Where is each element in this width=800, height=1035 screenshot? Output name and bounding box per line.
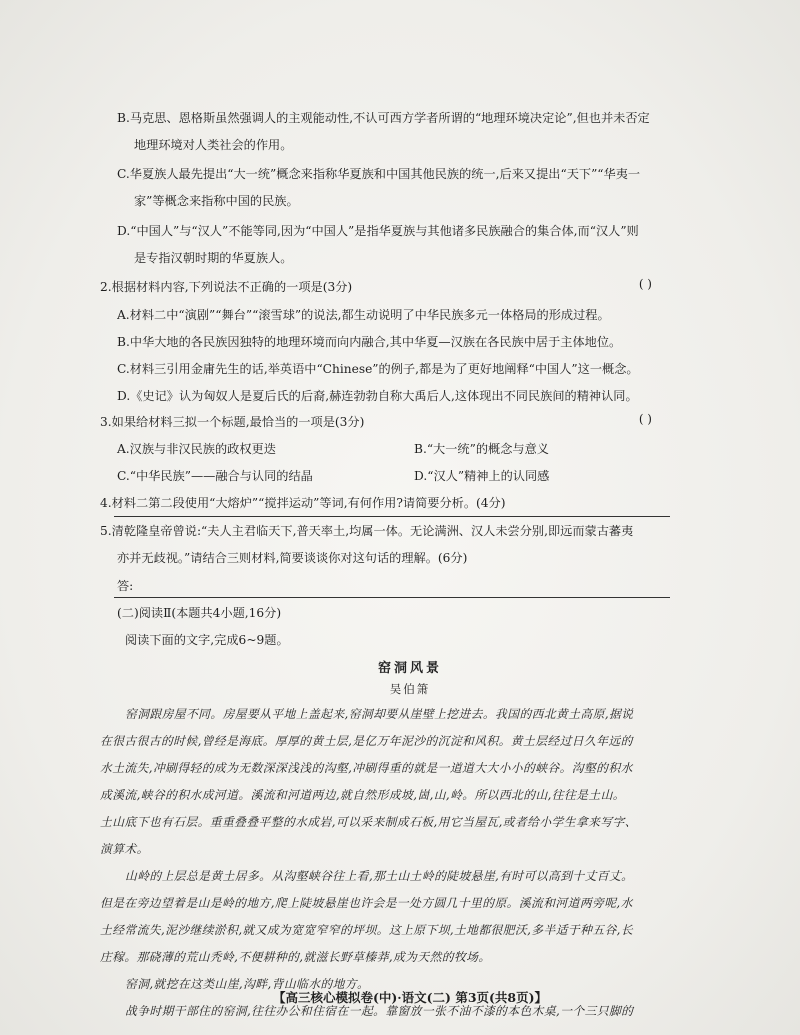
question-4: 4.材料二第二段使用“大熔炉”“搅拌运动”等词,有何作用?请简要分析。(4分) (100, 496, 506, 510)
option-b-line-1: B.马克思、恩格斯虽然强调人的主观能动性,不认可西方学者所谓的“地理环境决定论”,但也并未否定 (117, 111, 650, 125)
para-1-line-1: 窑洞跟房屋不同。房屋要从平地上盖起来,窑洞却要从崖壁上挖进去。我国的西北黄土高原,据说 (125, 707, 634, 721)
answer-line-q4 (114, 516, 670, 517)
option-d-line-1: D.“中国人”与“汉人”不能等同,因为“中国人”是指华夏族与其他诸多民族融合的集合体,而“汉人”则 (117, 224, 639, 238)
section-2-heading: (二)阅读Ⅱ(本题共4小题,16分) (117, 606, 282, 620)
para-1-line-5: 土山底下也有石层。重重叠叠平整的水成岩,可以采来制成石板,用它当屋瓦,或者给小学生拿来写字、 (100, 815, 637, 829)
para-3: 窑洞,就挖在这类山崖,沟畔,背山临水的地方。 (125, 977, 370, 991)
question-3 (100, 412, 720, 432)
question-5-line-1: 5.清乾隆皇帝曾说:“夫人主君临天下,普天率土,均属一体。无论满洲、汉人未尝分别,即远而蒙古蕃夷 (100, 524, 634, 538)
option-d-line-2: 是专指汉朝时期的华夏族人。 (134, 251, 293, 265)
article-title: 窑洞风景 (377, 661, 442, 676)
q2-option-d: D.《史记》认为匈奴人是夏后氏的后裔,赫连勃勃自称大禹后人,这体现出不同民族间的精神认同。 (117, 389, 638, 403)
answer-label: 答: (117, 579, 134, 593)
para-2-line-4: 庄稼。那硗薄的荒山秃岭,不便耕种的,就滋长野草榛莽,成为天然的牧场。 (100, 950, 491, 964)
answer-paren-q3: ( ) (638, 412, 652, 426)
article-author: 吴伯箫 (389, 682, 431, 696)
para-2-line-3: 土经常流失,泥沙继续淤积,就又成为宽宽窄窄的坪坝。这上原下坝,土地都很肥沃,多半适于种五谷,长 (100, 923, 634, 937)
q3-option-d: D.“汉人”精神上的认同感 (414, 469, 550, 483)
answer-line-q5 (114, 597, 670, 598)
para-1-line-3: 水土流失,冲刷得轻的成为无数深深浅浅的沟壑,冲刷得重的就是一道道大大小小的峡谷。沟壑的积水 (100, 761, 633, 775)
para-1-line-2: 在很古很古的时候,曾经是海底。厚厚的黄土层,是亿万年泥沙的沉淀和风积。黄土层经过日久年远的 (100, 734, 633, 748)
question-3-text: 3.如果给材料三拟一个标题,最恰当的一项是(3分) (100, 415, 365, 429)
page-footer: 【高三核心模拟卷(中)·语文(二) 第3页(共8页)】 (272, 990, 548, 1005)
answer-paren-q2: ( ) (638, 277, 652, 291)
q3-option-a: A.汉族与非汉民族的政权更迭 (117, 442, 276, 456)
para-4-line-1: 战争时期干部住的窑洞,往往办公和住宿在一起。靠窗放一张不油不漆的本色木桌,一个三只脚的 (125, 1004, 634, 1018)
question-2 (100, 277, 720, 297)
q2-option-c: C.材料三引用金庸先生的话,举英语中“Chinese”的例子,都是为了更好地阐释“中国人”这一概念。 (117, 362, 639, 376)
para-1-line-4: 成溪流,峡谷的积水成河道。溪流和河道两边,就自然形成坡,崮,山,岭。所以西北的山,往往是土山。 (100, 788, 625, 802)
q3-option-b: B.“大一统”的概念与意义 (414, 442, 549, 456)
question-2-text: 2.根据材料内容,下列说法不正确的一项是(3分) (100, 280, 353, 294)
para-2-line-1: 山岭的上层总是黄土居多。从沟壑峡谷往上看,那土山土岭的陡坡悬崖,有时可以高到十丈百丈。 (125, 869, 634, 883)
q2-option-b: B.中华大地的各民族因独特的地理环境而向内融合,其中华夏—汉族在各民族中居于主体地位。 (117, 335, 622, 349)
q3-option-c: C.“中华民族”——融合与认同的结晶 (117, 469, 313, 483)
option-b-line-2: 地理环境对人类社会的作用。 (134, 138, 293, 152)
option-c-line-2: 家”等概念来指称中国的民族。 (134, 194, 299, 208)
question-5-line-2: 亦并无歧视。”请结合三则材料,简要谈谈你对这句话的理解。(6分) (117, 551, 468, 565)
para-2-line-2: 但是在旁边望着是山是岭的地方,爬上陡坡悬崖也许会是一处方圆几十里的原。溪流和河道两旁呢,水 (100, 896, 633, 910)
para-1-line-6: 演算术。 (100, 842, 149, 856)
option-c-line-1: C.华夏族人最先提出“大一统”概念来指称华夏族和中国其他民族的统一,后来又提出“天下”“华夷一 (117, 167, 641, 181)
section-2-instruction: 阅读下面的文字,完成6~9题。 (125, 633, 289, 647)
q2-option-a: A.材料二中“演剧”“舞台”“滚雪球”的说法,都生动说明了中华民族多元一体格局的形成过程。 (117, 308, 610, 322)
